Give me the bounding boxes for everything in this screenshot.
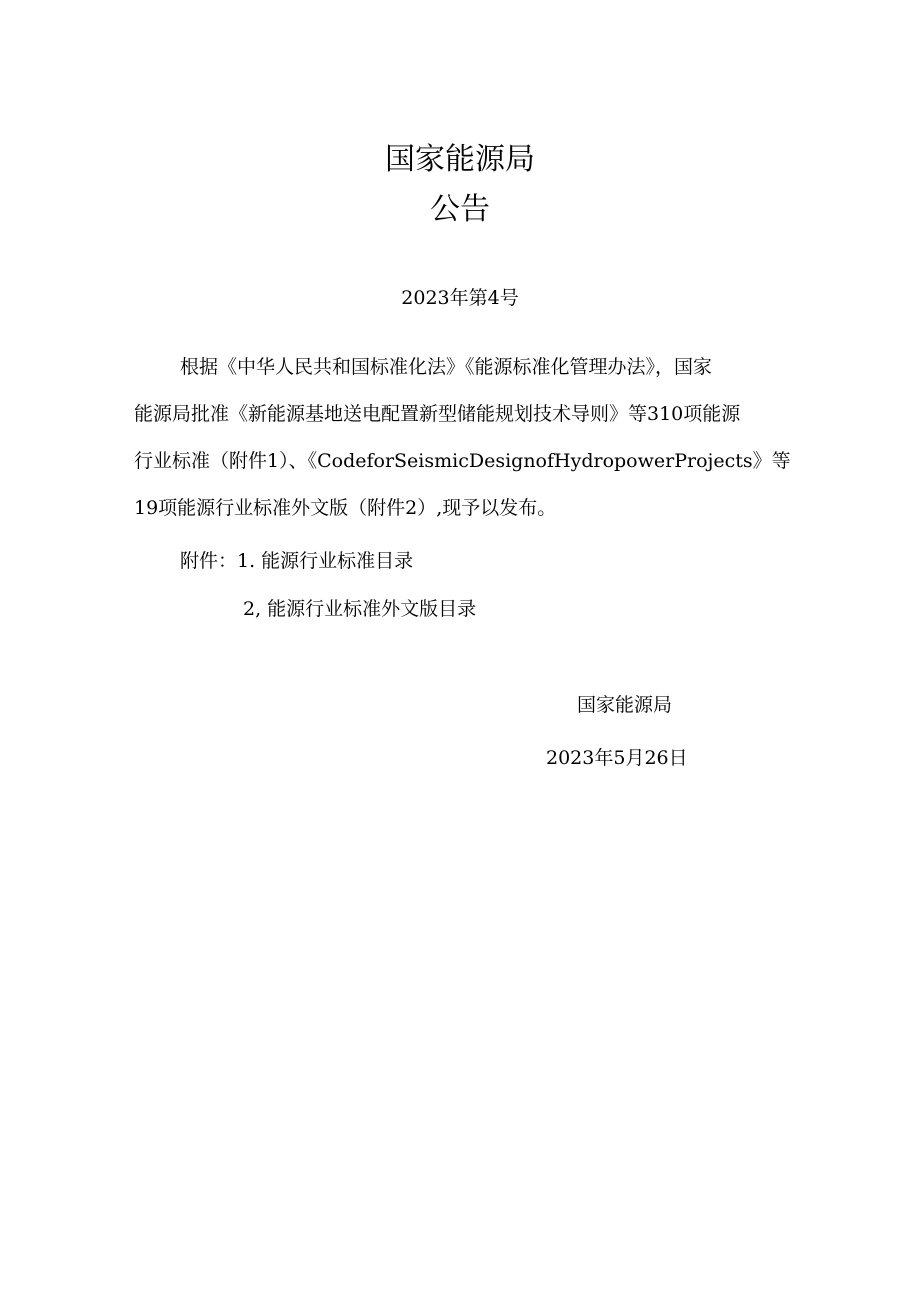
attachment-label: 附件： xyxy=(180,550,238,572)
signature-date: 2023年5月26日 xyxy=(546,747,688,769)
signature-org: 国家能源局 xyxy=(577,694,673,716)
attachment-item-2: 2, 能源行业标准外文版目录 xyxy=(243,598,477,620)
announcement-title: 公告 xyxy=(430,192,490,227)
document-number: 2023年第4号 xyxy=(401,287,519,309)
body-line-4: 19项能源行业标准外文版（附件2）,现予以发布。 xyxy=(134,497,557,519)
body-line-2: 能源局批准《新能源基地送电配置新型储能规划技术导则》等310项能源 xyxy=(134,403,741,425)
attachment-1 xyxy=(180,546,413,576)
body-paragraph xyxy=(134,352,791,540)
body-line-3: 行业标准（附件1）、《CodeforSeismicDesignofHydropowerProjects》等 xyxy=(134,450,791,472)
attachment-item-1: 1. 能源行业标准目录 xyxy=(237,550,414,572)
body-line-1: 根据《中华人民共和国标准化法》《能源标准化管理办法》，国家 xyxy=(180,356,713,378)
issuing-org-title: 国家能源局 xyxy=(385,142,535,177)
